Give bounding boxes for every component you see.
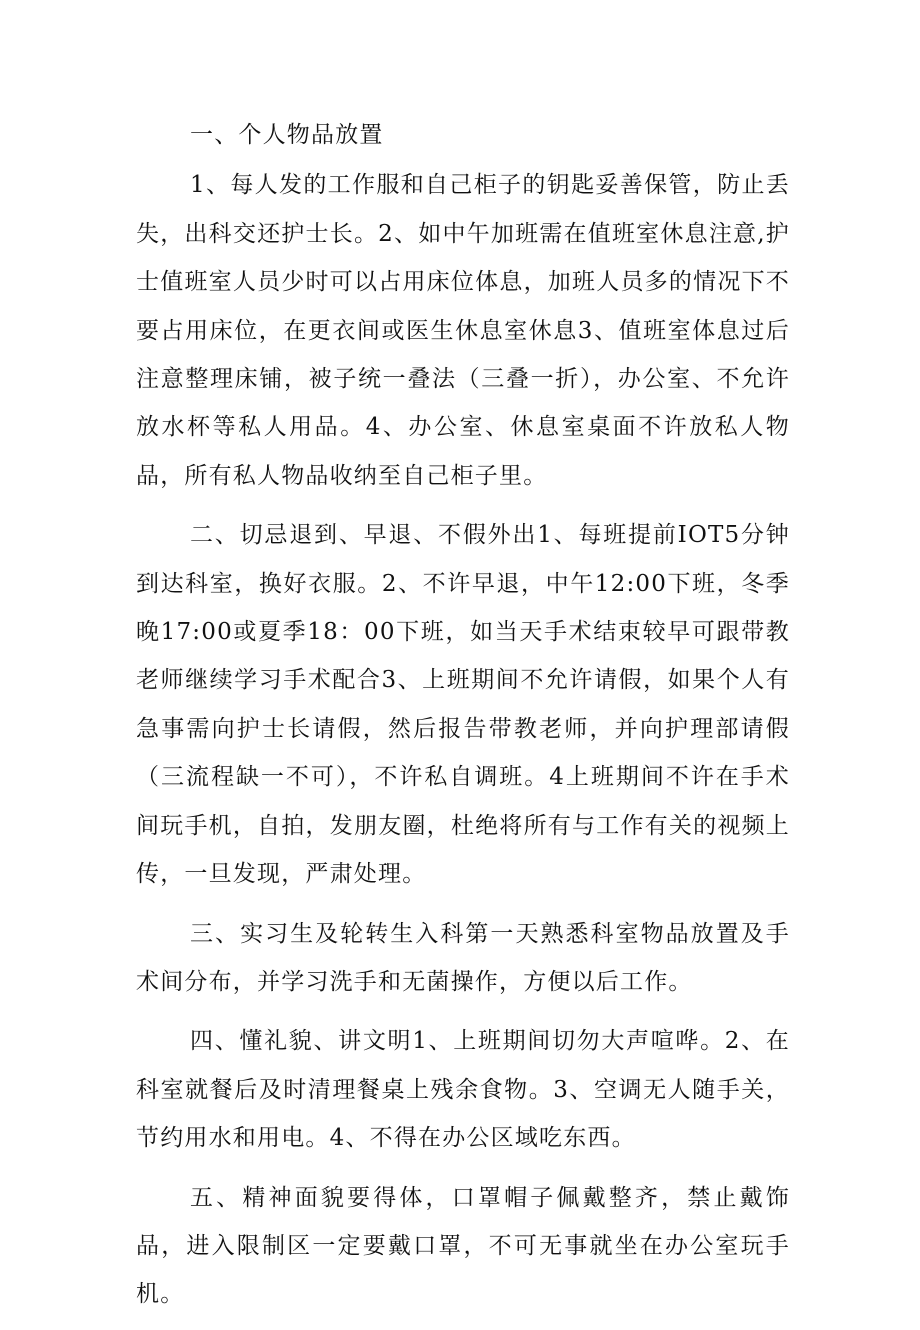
paragraph-attendance: 二、切忌退到、早退、不假外出1、每班提前IOT5分钟到达科室，换好衣服。2、不许早退，中午12:00下班，冬季晚17:00或夏季18：00下班，如当天手术结束较早可跟带教老师继续学习手术配合3、上班期间不允许请假，如果个人有急事需向护士长请假，然后报告带教老师，并向护理部请假（三流程缺一不可），不许私自调班。4上班期间不许在手术间玩手机，自拍，发朋友圈，杜绝将所有与工作有关的视频上传，一旦发现，严肃处理。 <box>136 522 790 888</box>
paragraph-etiquette: 四、懂礼貌、讲文明1、上班期间切勿大声喧哗。2、在科室就餐后及时清理餐桌上残余食物。3、空调无人随手关，节约用水和用电。4、不得在办公区域吃东西。 <box>136 1028 790 1152</box>
paragraph-personal-items: 1、每人发的工作服和自己柜子的钥匙妥善保管，防止丢失，出科交还护士长。2、如中午加班需在值班室休息注意,护士值班室人员少时可以占用床位体息，加班人员多的情况下不要占用床位，在更衣间或医生休息室休息3、值班室体息过后注意整理床铺，被子统一叠法（三叠一折），办公室、不允许放水杯等私人用品。4、办公室、休息室桌面不许放私人物品，所有私人物品收纳至自己柜子里。 <box>136 172 790 489</box>
paragraph-appearance: 五、精神面貌要得体，口罩帽子佩戴整齐，禁止戴饰品，进入限制区一定要戴口罩，不可无事就坐在办公室玩手机。 <box>136 1184 790 1308</box>
section-heading-personal-items: 一、个人物品放置 <box>190 122 384 148</box>
paragraph-orientation: 三、实习生及轮转生入科第一天熟悉科室物品放置及手术间分布，并学习洗手和无菌操作，方便以后工作。 <box>136 920 790 995</box>
document-body <box>136 111 790 1330</box>
